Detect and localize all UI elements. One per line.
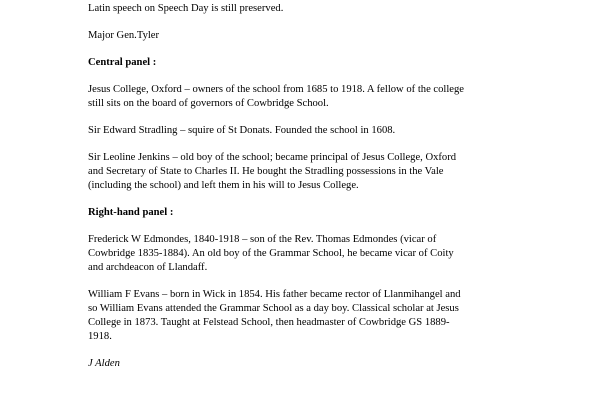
text-line: Jesus College, Oxford – owners of the school from 1685 to 1918. A fellow of the college xyxy=(88,84,465,95)
central-paragraph-jenkins xyxy=(88,151,528,193)
right-paragraph-edmondes xyxy=(88,233,528,275)
right-paragraph-evans xyxy=(88,288,528,344)
text-line: 1918. xyxy=(88,331,112,342)
central-paragraph-jesus-college xyxy=(88,83,528,111)
text-line: William F Evans – born in Wick in 1854. His father became rector of Llanmihangel and xyxy=(88,289,461,300)
text-line: still sits on the board of governors of Cowbridge School. xyxy=(88,98,329,109)
text-line: and archdeacon of Llandaff. xyxy=(88,262,208,273)
text-line: Frederick W Edmondes, 1840-1918 – son of the Rev. Thomas Edmondes (vicar of xyxy=(88,234,437,245)
text-line: Latin speech on Speech Day is still preserved. xyxy=(88,3,284,14)
text-line: Cowbridge 1835-1884). An old boy of the Grammar School, he became vicar of Coity xyxy=(88,248,454,259)
text-line: (including the school) and left them in his will to Jesus College. xyxy=(88,180,359,191)
text-line: College in 1873. Taught at Felstead School, then headmaster of Cowbridge GS 1889- xyxy=(88,317,450,328)
text-line: Sir Leoline Jenkins – old boy of the school; became principal of Jesus College, Oxford xyxy=(88,152,457,163)
text-line: so William Evans attended the Grammar School as a day boy. Classical scholar at Jesus xyxy=(88,303,459,314)
text-line: Sir Edward Stradling – squire of St Donats. Founded the school in 1608. xyxy=(88,125,396,136)
intro-paragraph xyxy=(88,0,528,16)
central-paragraph-stradling xyxy=(88,124,528,138)
author-signature: J Alden xyxy=(88,358,120,369)
right-panel-heading: Right-hand panel : xyxy=(88,207,174,218)
central-panel-heading: Central panel : xyxy=(88,57,157,68)
text-line: and Secretary of State to Charles II. He bought the Stradling possessions in the Vale xyxy=(88,166,444,177)
document-page xyxy=(88,0,528,371)
name-line: Major Gen.Tyler xyxy=(88,30,160,41)
